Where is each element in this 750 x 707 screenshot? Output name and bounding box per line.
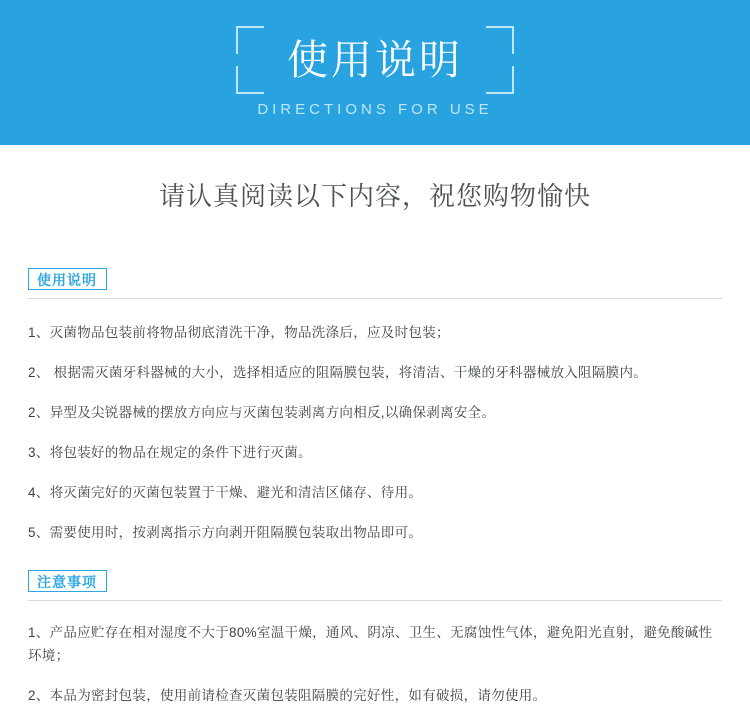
- list-item-number: 2、: [28, 405, 50, 420]
- list-item: [28, 464, 722, 504]
- list-item-number: 1、: [28, 625, 50, 640]
- section-usage-header: [28, 268, 722, 299]
- list-item-text: 将灭菌完好的灭菌包装置于干燥、避光和清洁区储存、待用。: [49, 485, 423, 500]
- page-title: 使用说明: [287, 37, 463, 83]
- banner-inner: [0, 0, 750, 145]
- list-item-text: 产品应贮存在相对湿度不大于80%室温干燥，通风、阴凉、卫生、无腐蚀性气体，避免阳光直射，避免酸碱性环境；: [28, 625, 713, 663]
- list-item: [28, 601, 722, 667]
- notes-list: [0, 601, 750, 707]
- list-item-text: 本品为密封包装，使用前请检查灭菌包装阻隔膜的完好性，如有破损，请勿使用。: [49, 688, 547, 703]
- list-item: [28, 504, 722, 544]
- list-item: [28, 424, 722, 464]
- list-item-text: 需要使用时，按剥离指示方向剥开阻隔膜包装取出物品即可。: [49, 525, 423, 540]
- list-item: [28, 384, 722, 424]
- page-subtitle: DIRECTIONS FOR USE: [257, 101, 493, 118]
- list-item: [28, 299, 722, 344]
- list-item: [28, 344, 722, 384]
- section-usage: [0, 268, 750, 544]
- list-item-number: 1、: [28, 325, 50, 340]
- list-item-number: 4、: [28, 485, 50, 500]
- list-item-number: 3、: [28, 445, 50, 460]
- section-spacer: [0, 544, 750, 570]
- list-item-text: 将包装好的物品在规定的条件下进行灭菌。: [49, 445, 312, 460]
- list-item-text: 异型及尖锐器械的摆放方向应与灭菌包装剥离方向相反,以确保剥离安全。: [49, 405, 496, 420]
- header-banner: [0, 0, 750, 145]
- section-notes-tag: 注意事项: [28, 570, 107, 592]
- list-item-text: 根据需灭菌牙科器械的大小，选择相适应的阻隔膜包装，将清洁、干燥的牙科器械放入阻隔膜内。: [49, 365, 648, 380]
- content-area: [0, 268, 750, 707]
- list-item-number: 2、: [28, 688, 50, 703]
- usage-list: [0, 299, 750, 544]
- lead-text: 请认真阅读以下内容，祝您购物愉快: [158, 181, 591, 211]
- list-item-number: 2、: [28, 365, 50, 380]
- section-notes-header: [28, 570, 722, 601]
- section-usage-tag: 使用说明: [28, 268, 107, 290]
- list-item: [28, 667, 722, 707]
- section-notes: [0, 570, 750, 707]
- list-item-number: 5、: [28, 525, 50, 540]
- list-item-text: 灭菌物品包装前将物品彻底清洗干净，物品洗涤后，应及时包装；: [49, 325, 450, 340]
- title-frame: [236, 26, 514, 94]
